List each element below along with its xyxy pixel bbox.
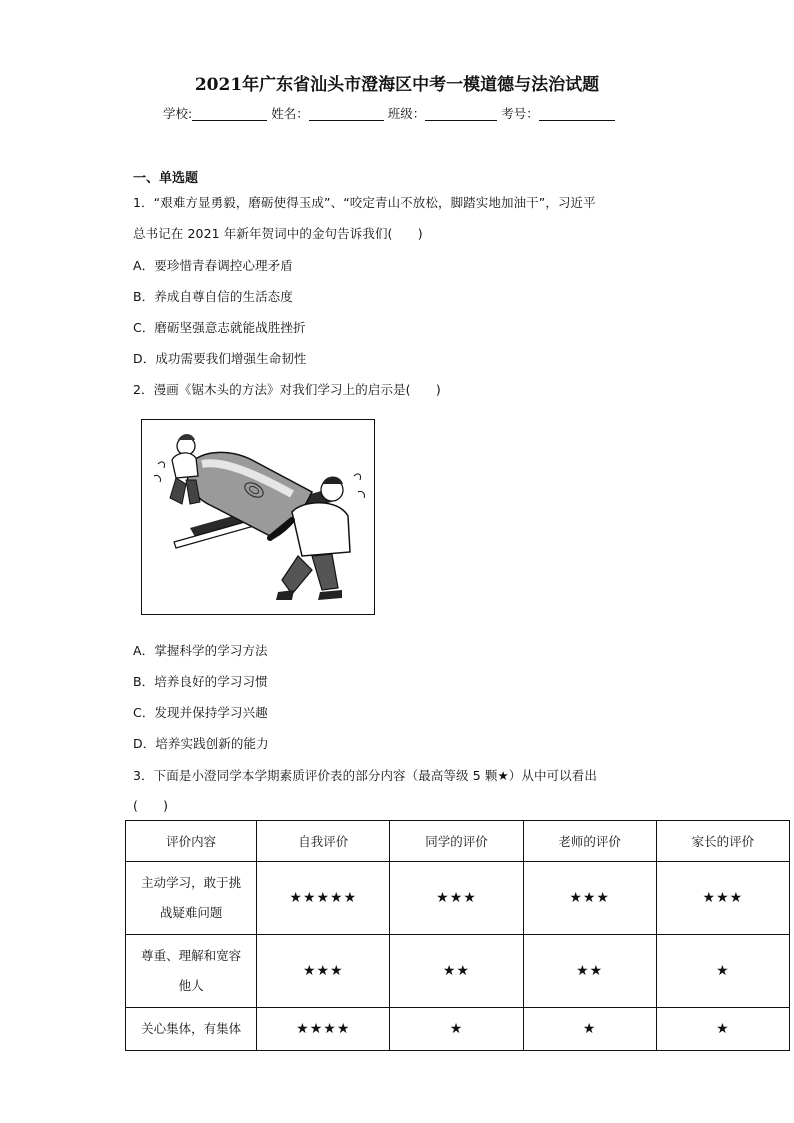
school-field[interactable] <box>192 107 267 121</box>
table-row <box>126 1008 790 1051</box>
row-label <box>126 935 257 1008</box>
row-label <box>126 1008 257 1051</box>
q1-option-d[interactable]: D．成功需要我们增强生命韧性 <box>133 351 307 366</box>
q2-option-d[interactable]: D．培养实践创新的能力 <box>133 736 269 751</box>
q2-option-b[interactable]: B．培养良好的学习习惯 <box>133 674 268 689</box>
star-rating: ★★★★ <box>257 1008 390 1051</box>
section-heading: 一、单选题 <box>133 171 199 186</box>
q1-option-b[interactable]: B．养成自尊自信的生活态度 <box>133 289 293 304</box>
q1-stem-line1: 1．“艰难方显勇毅，磨砺使得玉成”、“咬定青山不放松，脚踏实地加油干”，习近平 <box>133 195 596 210</box>
header-cell: 评价内容 <box>126 821 257 862</box>
q2-option-c[interactable]: C．发现并保持学习兴趣 <box>133 705 268 720</box>
evaluation-table <box>125 820 790 1051</box>
header-cell: 自我评价 <box>257 821 390 862</box>
class-field[interactable] <box>425 107 497 121</box>
row-label-line: 主动学习，敢于挑 <box>141 875 242 890</box>
number-field[interactable] <box>539 107 615 121</box>
row-label-line: 关心集体，有集体 <box>141 1021 242 1036</box>
student-info-line <box>163 104 615 122</box>
row-label <box>126 862 257 935</box>
cartoon-illustration <box>142 420 374 614</box>
star-rating: ★ <box>656 935 789 1008</box>
row-label-line: 尊重、理解和宽容 <box>141 948 242 963</box>
sawing-wood-cartoon <box>141 419 375 615</box>
star-rating: ★ <box>390 1008 523 1051</box>
table-row <box>126 862 790 935</box>
star-rating: ★★ <box>523 935 656 1008</box>
star-rating: ★★★ <box>257 935 390 1008</box>
page-title: 2021年广东省汕头市澄海区中考一模道德与法治试题 <box>194 75 600 95</box>
q2-stem: 2．漫画《锯木头的方法》对我们学习上的启示是( ) <box>133 382 441 397</box>
row-label-line: 战疑难问题 <box>159 905 223 920</box>
name-field[interactable] <box>309 107 384 121</box>
q1-option-c[interactable]: C．磨砺坚强意志就能战胜挫折 <box>133 320 306 335</box>
q3-stem-line2: ( ) <box>133 798 169 813</box>
class-label: 班级： <box>387 106 426 121</box>
q1-option-a[interactable]: A．要珍惜青春调控心理矛盾 <box>133 258 293 273</box>
star-rating: ★ <box>656 1008 789 1051</box>
header-cell: 家长的评价 <box>656 821 789 862</box>
school-label: 学校: <box>163 106 193 121</box>
star-rating: ★★ <box>390 935 523 1008</box>
star-rating: ★★★ <box>523 862 656 935</box>
star-rating: ★★★ <box>390 862 523 935</box>
header-cell: 同学的评价 <box>390 821 523 862</box>
number-label: 考号： <box>501 106 539 121</box>
star-rating: ★★★★★ <box>257 862 390 935</box>
q1-stem-line2: 总书记在 2021 年新年贺词中的金句告诉我们( ) <box>133 226 423 241</box>
q3-stem-line1: 3．下面是小澄同学本学期素质评价表的部分内容（最高等级 5 颗★）从中可以看出 <box>133 768 597 783</box>
name-label: 姓名： <box>271 106 309 121</box>
star-rating: ★★★ <box>656 862 789 935</box>
header-cell: 老师的评价 <box>523 821 656 862</box>
row-label-line: 他人 <box>178 978 204 993</box>
table-row <box>126 935 790 1008</box>
star-rating: ★ <box>523 1008 656 1051</box>
q2-option-a[interactable]: A．掌握科学的学习方法 <box>133 643 268 658</box>
table-header-row <box>126 821 790 862</box>
